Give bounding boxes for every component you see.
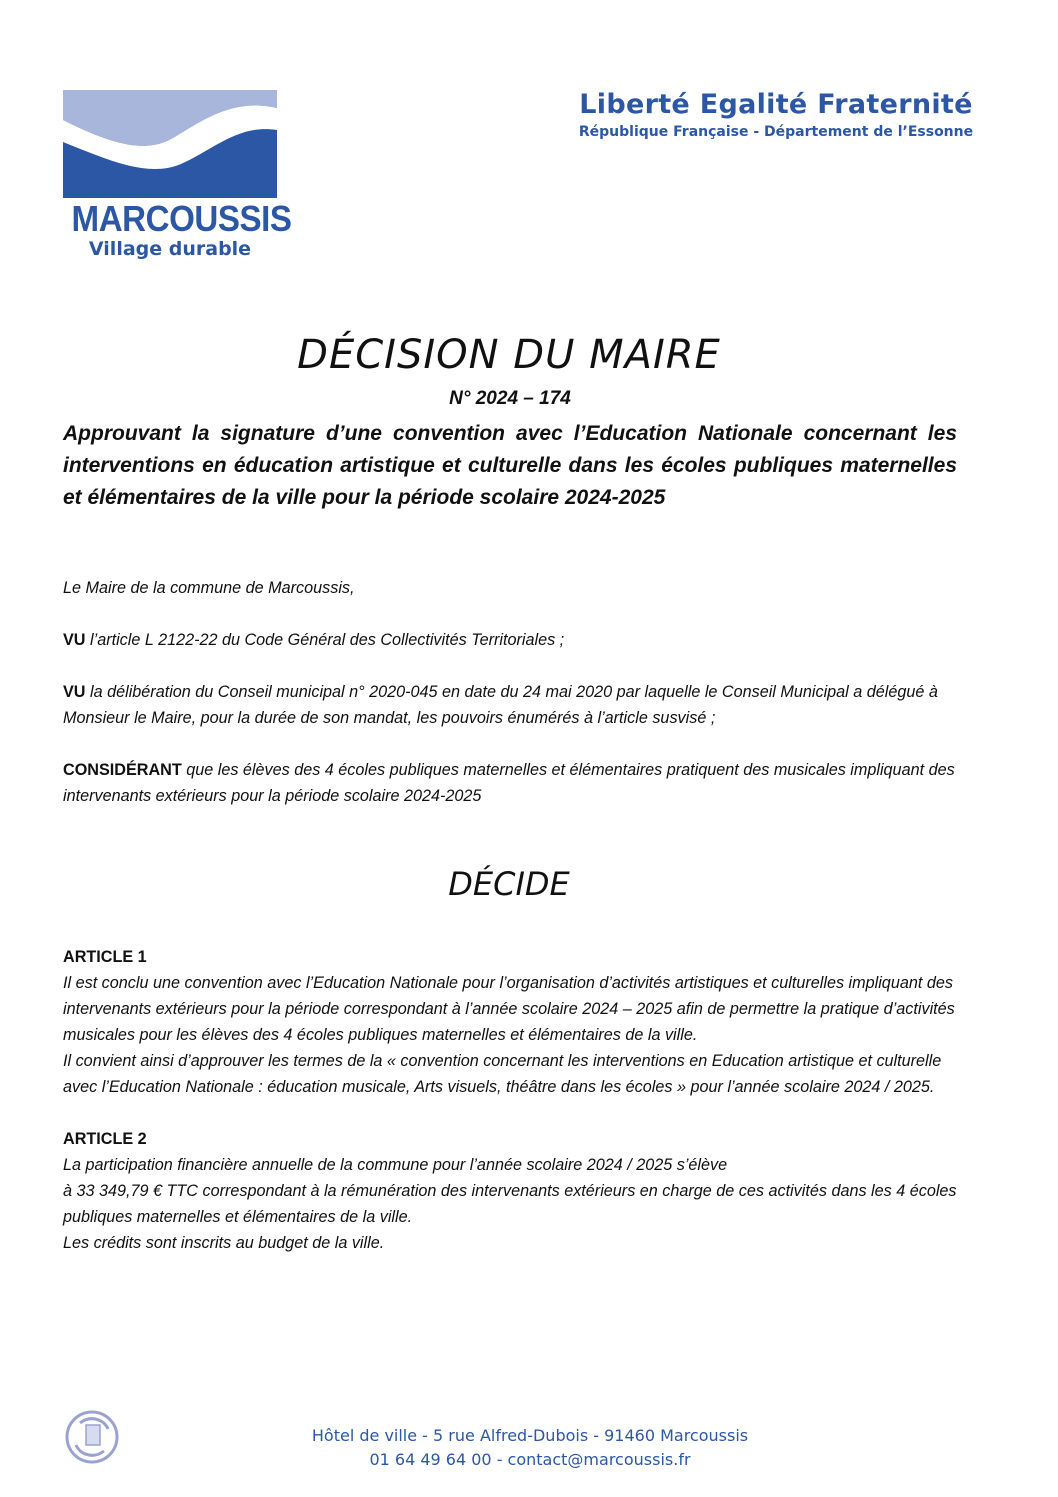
wave-logo-icon bbox=[63, 90, 277, 198]
vu-clause-1 bbox=[63, 627, 963, 653]
decision-subject: Approuvant la signature d’une convention avec l’Education Nationale concernant les interventions en éducation artistique et culturelle dans les écoles publiques maternelles et élémentaires de la ville pour la période scolaire 2024-2025 bbox=[63, 422, 957, 509]
article-2-paragraph-1a: La participation financière annuelle de la commune pour l’année scolaire 2024 / 2025 s’élève bbox=[63, 1156, 728, 1174]
article-2-paragraph-1b: à 33 349,79 € TTC correspondant à la rémunération des intervenants extérieurs en charge de ces activités dans les 4 écoles publiques maternelles et élémentaires de la ville. bbox=[63, 1182, 957, 1226]
article-1-paragraph-1: Il est conclu une convention avec l’Education Nationale pour l’organisation d’activités artistiques et culturelles impliquant des intervenants extérieurs pour la période correspondant à l’année scolaire 2024 – 2025 afin de permettre la pratique d’activités musicales pour les élèves des 4 écoles publiques maternelles et élémentaires de la ville. bbox=[63, 974, 955, 1044]
articles bbox=[63, 944, 963, 1256]
republic-header bbox=[556, 88, 996, 142]
intro: Le Maire de la commune de Marcoussis, bbox=[63, 579, 355, 597]
marcoussis-logo bbox=[63, 90, 292, 260]
preamble bbox=[63, 575, 963, 835]
vu-keyword: VU bbox=[63, 631, 86, 649]
decide-heading: DÉCIDE bbox=[448, 865, 570, 903]
logo-tagline: Village durable bbox=[88, 238, 252, 260]
vu-text: la délibération du Conseil municipal n° 2020-045 en date du 24 mai 2020 par laquelle le Conseil Municipal a délégué à Monsieur le Maire, pour la durée de son mandat, les pouvoirs énumérés à l’article susvisé ; bbox=[63, 683, 938, 727]
article-2-heading: ARTICLE 2 bbox=[63, 1130, 147, 1148]
considerant-clause bbox=[63, 757, 963, 809]
footer bbox=[250, 1424, 810, 1472]
logo-name: MARCOUSSIS bbox=[71, 198, 292, 239]
department: République Française - Département de l’Essonne bbox=[578, 124, 974, 140]
article-1-paragraph-2: Il convient ainsi d’approuver les termes de la « convention concernant les interventions en Education artistique et culturelle avec l’Education Nationale : éducation musicale, Arts visuels, théâtre dans les écoles » pour l’année scolaire 2024 / 2025. bbox=[63, 1052, 942, 1096]
recycle-paper-icon bbox=[64, 1409, 120, 1465]
footer-address: Hôtel de ville - 5 rue Alfred-Dubois - 91460 Marcoussis bbox=[311, 1426, 749, 1445]
page-title: DÉCISION DU MAIRE bbox=[297, 332, 721, 378]
decision-number: N° 2024 – 174 bbox=[449, 388, 571, 409]
vu-keyword: VU bbox=[63, 683, 86, 701]
article-2-paragraph-2: Les crédits sont inscrits au budget de la ville. bbox=[63, 1234, 385, 1252]
footer-contact: 01 64 49 64 00 - contact@marcoussis.fr bbox=[369, 1450, 691, 1469]
vu-text: l’article L 2122-22 du Code Général des Collectivités Territoriales ; bbox=[85, 631, 565, 649]
motto: Liberté Egalité Fraternité bbox=[579, 89, 973, 120]
considerant-keyword: CONSIDÉRANT bbox=[63, 761, 182, 779]
article-1-heading: ARTICLE 1 bbox=[63, 948, 147, 966]
considerant-text: que les élèves des 4 écoles publiques maternelles et élémentaires pratiquent des musicales impliquant des intervenants extérieurs pour la période scolaire 2024-2025 bbox=[63, 761, 955, 805]
vu-clause-2 bbox=[63, 679, 963, 731]
